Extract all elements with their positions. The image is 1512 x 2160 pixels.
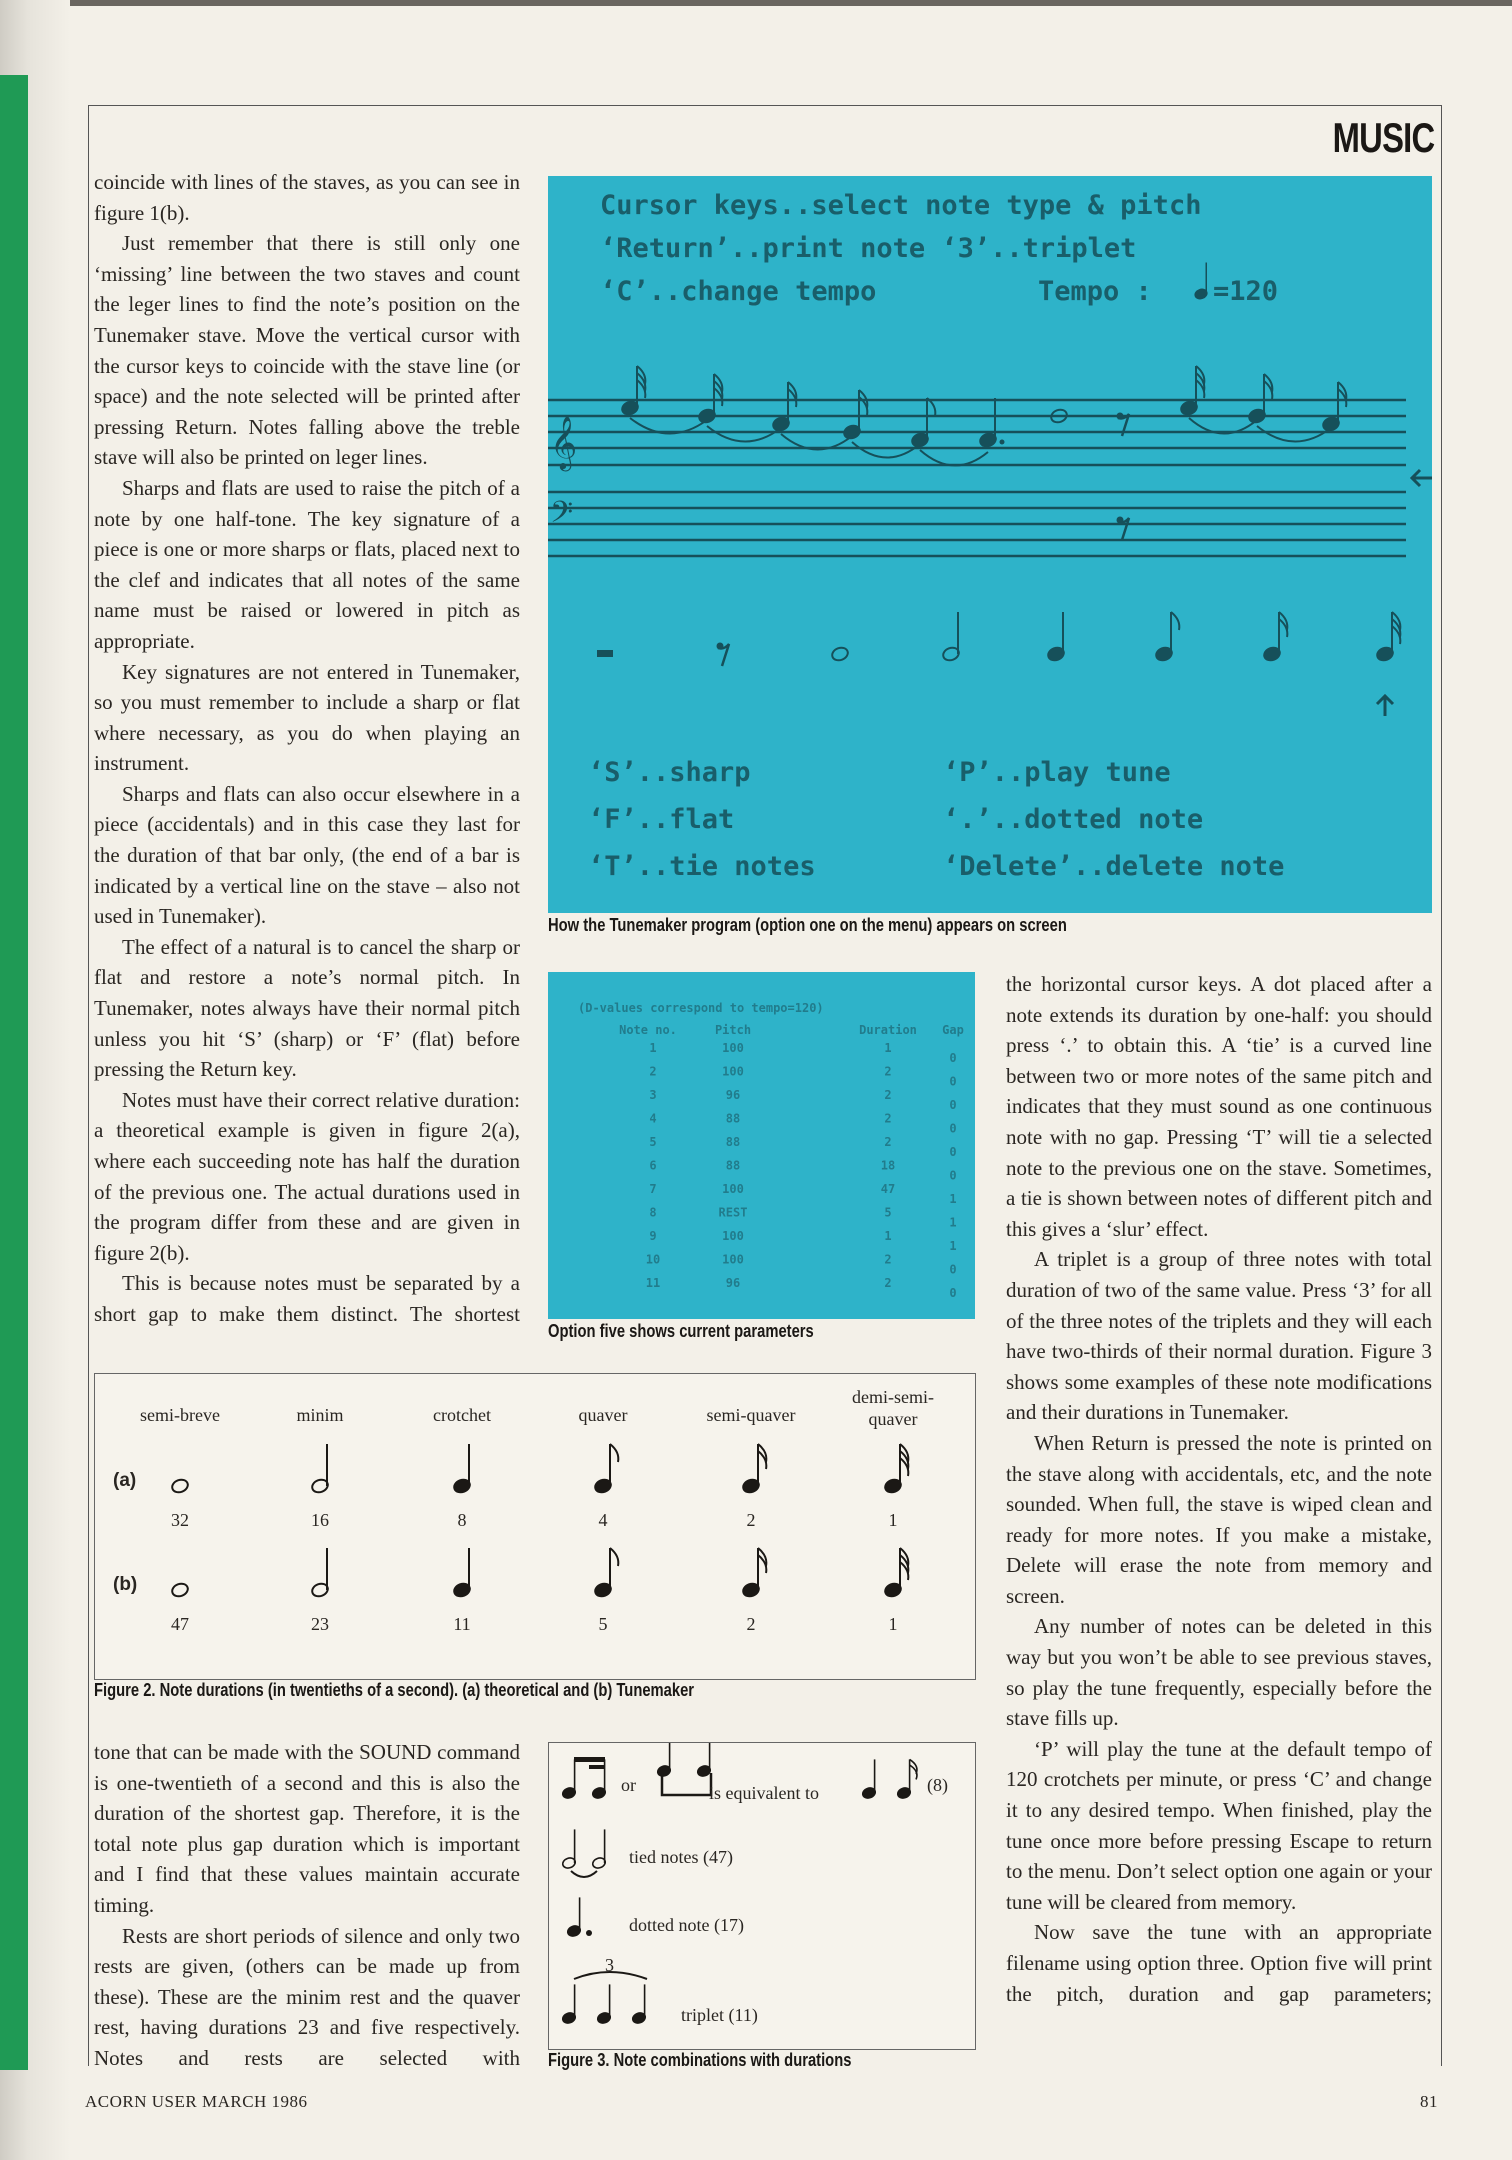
table-cell: 100 [722,1252,744,1267]
paragraph: Notes must have their correct relative duration: a theoretical example is given in figure 2(a), where each succeeding note has half the duration of the previous one. The actual durations used in the program differ from these and are given in figure 2(b). [94,1087,520,1265]
tempo-label: Tempo : [1038,276,1152,307]
table-cell: 0 [949,1051,957,1065]
table-cell: 2 [884,1111,892,1126]
selector-half-icon [941,612,960,662]
paragraph: Any number of notes can be deleted in this way but you won’t be able to see previous staves, so play the tune frequently, especially before the stave fills up. [1006,1614,1432,1731]
selector-whole-icon [830,646,849,663]
table-cell: 0 [949,1286,957,1300]
fig2b-32nd-note-icon [883,1548,908,1598]
tunemaker-screen-photo [548,176,1432,913]
stave-note [620,366,645,416]
table-cell: 2 [884,1064,892,1079]
quaver-rest-icon [718,644,729,666]
note-icon [656,1743,671,1778]
screen-key-help: ‘Delete’..delete note [943,851,1285,882]
paragraph: Sharps and flats are used to raise the pitch of a note by one half-tone. The key signature of a piece is one or more sharps or flats, placed next to the clef and indicates that all notes of the same name must be raised or lowered in pitch as appropriate. [94,475,520,653]
tie-arc [1257,426,1331,442]
table-cell: 0 [949,1098,957,1112]
fig2a-8th-note-icon [593,1444,618,1494]
table-cell: 8 [649,1205,657,1220]
stave-note [978,398,997,448]
selector-rest8-icon [717,643,730,667]
table-cell: 0 [949,1074,957,1089]
table-cell: 0 [949,1145,957,1159]
dotted-note-text: dotted note (17) [629,1915,744,1935]
note-flag [610,1548,618,1566]
figure-2-caption: Figure 2. Note durations (in twentieths of a second). (a) theoretical and (b) Tunemaker [94,1680,695,1700]
note-name-label: semi-quaver [706,1405,796,1425]
paragraph: The effect of a natural is to cancel the sharp or flat and restore a note’s normal pitch. In Tunemaker, notes always have their normal pitch unless you hit ‘S’ (sharp) or ‘F’ (flat) before pressing the Return key. [94,934,520,1082]
paragraph: Rests are short periods of silence and only two rests are given, (others can be made up from these). These are the minim rest and the quaver rest, having durations 23 and five respectively. Notes and rests are selected with [94,1923,520,2070]
treble-clef-icon: 𝄞 [550,415,578,469]
beam [574,1757,605,1762]
stave-note [771,382,796,432]
note-head [170,1582,189,1599]
duration-value: 8 [457,1510,467,1530]
bottom-left-column [94,1737,520,2074]
table-cell: 2 [884,1135,892,1149]
table-cell: 9 [649,1229,657,1243]
figure-2-box [94,1373,976,1680]
screen-key-help: ‘F’..flat [588,804,735,835]
note-flag [610,1444,618,1462]
table-cell: 4 [649,1111,657,1126]
bass-rest-icon [1117,517,1130,541]
paragraph: Just remember that there is still only one ‘missing’ line between the two staves and count the leger lines to find the note’s position on the Tunemaker stave. Move the vertical cursor with the cursor keys to coincide with the stave line (or space) and the note selected will be printed after pressing Return. Notes falling above the treble stave will also be printed on leger lines. [94,231,520,470]
table-cell: 0 [949,1121,957,1136]
table-cell: 96 [725,1088,741,1102]
option-five-screen-photo [548,972,975,1319]
table-cell: 1 [949,1215,957,1230]
selector-16th-icon [1262,612,1287,662]
or-text: or [621,1775,636,1795]
figure-3-caption: Figure 3. Note combinations with durations [548,2050,852,2070]
table-cell: 1 [949,1239,957,1253]
table-cell: 0 [949,1262,957,1277]
screen-help-line: ‘C’..change tempo [600,276,877,307]
table-cell: 6 [649,1158,657,1173]
figure-3-box [548,1742,976,2050]
paragraph: Sharps and flats can also occur elsewhere in a piece (accidentals) and in this case they last for the duration of that bar only, (the end of a bar is indicated by a vertical line on the stave – also not used in Tunemaker). [94,781,520,929]
table-cell: 100 [722,1229,744,1243]
row-label: (b) [113,1574,138,1595]
duration-value: 23 [311,1614,329,1634]
tunemaker-screen [548,176,1432,913]
duration-value: 1 [888,1614,898,1634]
screen-help-line: Cursor keys..select note type & pitch [600,190,1202,221]
triplet-crotchet-icon [596,1984,611,2024]
equivalent-text: is equivalent to [709,1783,819,1803]
section-heading: MUSIC [1332,114,1434,161]
left-column [94,167,520,1330]
fig2b-quarter-note-icon [452,1548,471,1598]
stave-note [1321,382,1346,432]
duration-value: 11 [453,1614,471,1634]
duration-value: 4 [598,1510,608,1530]
paragraph: coincide with lines of the staves, as you can see in figure 1(b). [94,170,520,225]
duration-value: 32 [171,1510,189,1530]
fig2a-half-note-icon [310,1444,329,1494]
duration-value: 47 [171,1614,189,1634]
minim-rest-icon [597,650,613,657]
table-cell: 88 [725,1135,741,1149]
table-cell: 10 [645,1252,661,1267]
table-cell: 47 [880,1182,896,1196]
tie-arc [852,442,920,458]
tie-arc [920,450,988,466]
note-name-label: semi-breve [140,1405,220,1425]
table-cell: 2 [884,1252,892,1267]
beamed-quaver-icon [561,1759,576,1799]
crotchet-icon [861,1759,876,1799]
note-name-label: demi-semi-quaver [852,1387,934,1429]
row-label: (a) [113,1470,137,1491]
table-cell: 96 [725,1276,741,1290]
option-five-table [548,972,975,1319]
triplet-text: triplet (11) [681,2005,758,2025]
type-cursor-arrow-icon [1377,696,1393,716]
triplet-crotchet-icon [631,1984,646,2024]
table-cell: 5 [884,1205,892,1220]
table-cell: 1 [649,1041,657,1055]
selector-32nd-icon [1375,612,1400,662]
screen-key-help: ‘P’..play tune [943,757,1171,788]
fig2b-8th-note-icon [593,1548,618,1598]
option-five-caption: Option five shows current parameters [548,1321,814,1341]
fig2a-16th-note-icon [741,1444,766,1494]
paragraph: Now save the tune with an appropriate filename using option three. Option five will print the pitch, duration and gap parameters; [1006,1920,1432,2006]
stave-note [910,398,935,448]
tempo-value: =120 [1213,276,1279,307]
fig2b-half-note-icon [310,1548,329,1598]
page-top-edge [0,0,1512,6]
column-header: Gap [942,1023,964,1037]
column-header: Pitch [714,1023,752,1037]
table-cell: 5 [649,1135,657,1149]
beam [589,1765,605,1769]
bass-clef-icon: 𝄢 [550,496,574,537]
paragraph: A triplet is a group of three notes with total duration of two of the same value. Press ‘3’ for all of the three notes of the triplets and they will each have two-thirds of their normal duration. Figure 3 shows some examples of these note modifications and their durations in Tunemaker. [1006,1247,1432,1425]
table-cell: 18 [880,1158,896,1173]
fig2a-whole-note-icon [170,1478,189,1495]
paragraph: tone that can be made with the SOUND command is one-twentieth of a second and this is also the duration of the shortest gap. Therefore, it is the total note plus gap duration which is important and I find that these values maintain accurate timing. [94,1740,520,1917]
table-cell: 88 [725,1158,741,1173]
triplet-crotchet-icon [561,1984,576,2024]
equivalent-value: (8) [927,1775,948,1795]
screen-caption: How the Tunemaker program (option one on the menu) appears on screen [548,915,1067,935]
paragraph: When Return is pressed the note is printed on the stave along with accidentals, etc, and the note sounded. When full, the stave is wiped clean and ready for more notes. If you make a mistake, Delete will erase the note from memory and screen. [1006,1430,1432,1608]
dot [586,1930,592,1936]
table-cell: 0 [949,1168,957,1183]
dotted-crotchet-icon [566,1897,581,1937]
paragraph: the horizontal cursor keys. A dot placed after a note extends its duration by one-half: you should press ‘.’ to obtain this. A ‘tie’ is a curved line between two or more notes of the same pitch and indicates that they must sound as one continuous note with no gap. Pressing ‘T’ will tie a selected note to the previous one on the stave. Sometimes, a tie is shown between notes of different pitch and this gives a ‘slur’ effect. [1006,972,1432,1241]
table-cell: 2 [884,1088,892,1102]
selector-quarter-icon [1046,612,1065,662]
table-cell: 11 [645,1276,661,1290]
duration-value: 1 [888,1510,898,1530]
selector-rest2-icon [597,650,613,657]
table-cell: 3 [649,1088,657,1102]
stave-note [1179,366,1204,416]
screen-help-line: ‘Return’..print note ‘3’..triplet [600,233,1137,264]
note-icon [696,1743,711,1778]
semiquaver-icon [896,1759,917,1799]
note-head [830,646,849,663]
table-cell: 100 [722,1064,744,1079]
duration-value: 2 [746,1510,756,1530]
table-cell: REST [718,1205,748,1220]
table-cell: 2 [649,1064,657,1079]
table-cell: 88 [725,1111,741,1126]
footer-publication: ACORN USER MARCH 1986 [85,2092,308,2111]
fig2b-16th-note-icon [741,1548,766,1598]
table-cell: 2 [884,1276,892,1290]
note-name-label: minim [296,1405,344,1425]
tie-arc [707,426,781,442]
screen-key-help: ‘S’..sharp [588,757,751,788]
page-number: 81 [1420,2092,1438,2111]
table-cell: 100 [722,1182,744,1196]
duration-value: 2 [746,1614,756,1634]
paragraph: Key signatures are not entered in Tunemaker, so you must remember to include a sharp or flat where necessary, as you do when playing an instrument. [94,659,520,776]
tied-notes-text: tied notes (47) [629,1847,733,1867]
option-five-title: (D-values correspond to tempo=120) [578,1001,824,1015]
table-cell: 100 [722,1041,744,1055]
table-cell: 1 [949,1192,957,1206]
paragraph: ‘P’ will play the tune at the default tempo of 120 crotchets per minute, or press ‘C’ and change it to any desired tempo. When finished, play the tune once more before pressing Escape to return to the menu. Don’t select option one again or your tune will be cleared from memory. [1006,1736,1432,1914]
selector-8th-icon [1154,612,1179,662]
quaver-rest-icon [1118,518,1129,540]
column-header: Note no. [619,1023,677,1037]
table-cell: 1 [884,1229,892,1243]
fig2b-whole-note-icon [170,1582,189,1599]
right-column [1006,969,1432,2009]
green-edge-strip [0,75,28,2070]
dot [1000,440,1005,445]
note-flag [1171,612,1179,630]
note-name-label: crotchet [433,1405,491,1425]
pitch-cursor-arrow-icon [1412,470,1432,486]
table-cell: 1 [884,1041,892,1055]
table-cell: 7 [649,1182,657,1196]
tempo-crotchet-icon [1194,263,1208,301]
column-header: Duration [859,1023,917,1037]
fig2a-32nd-note-icon [883,1444,908,1494]
screen-key-help: ‘.’..dotted note [943,804,1204,835]
note-name-label: quaver [578,1405,628,1425]
fig2a-quarter-note-icon [452,1444,471,1494]
tie-arc [571,1871,597,1877]
triplet-mark: 3 [605,1955,614,1975]
screen-key-help: ‘T’..tie notes [588,851,816,882]
tied-minim-icon [591,1829,606,1869]
note-head [170,1478,189,1495]
tied-minim-icon [561,1829,576,1869]
paragraph: This is because notes must be separated by a short gap to make them distinct. The shortest [94,1271,520,1326]
duration-value: 5 [598,1614,608,1634]
duration-value: 16 [311,1510,329,1530]
